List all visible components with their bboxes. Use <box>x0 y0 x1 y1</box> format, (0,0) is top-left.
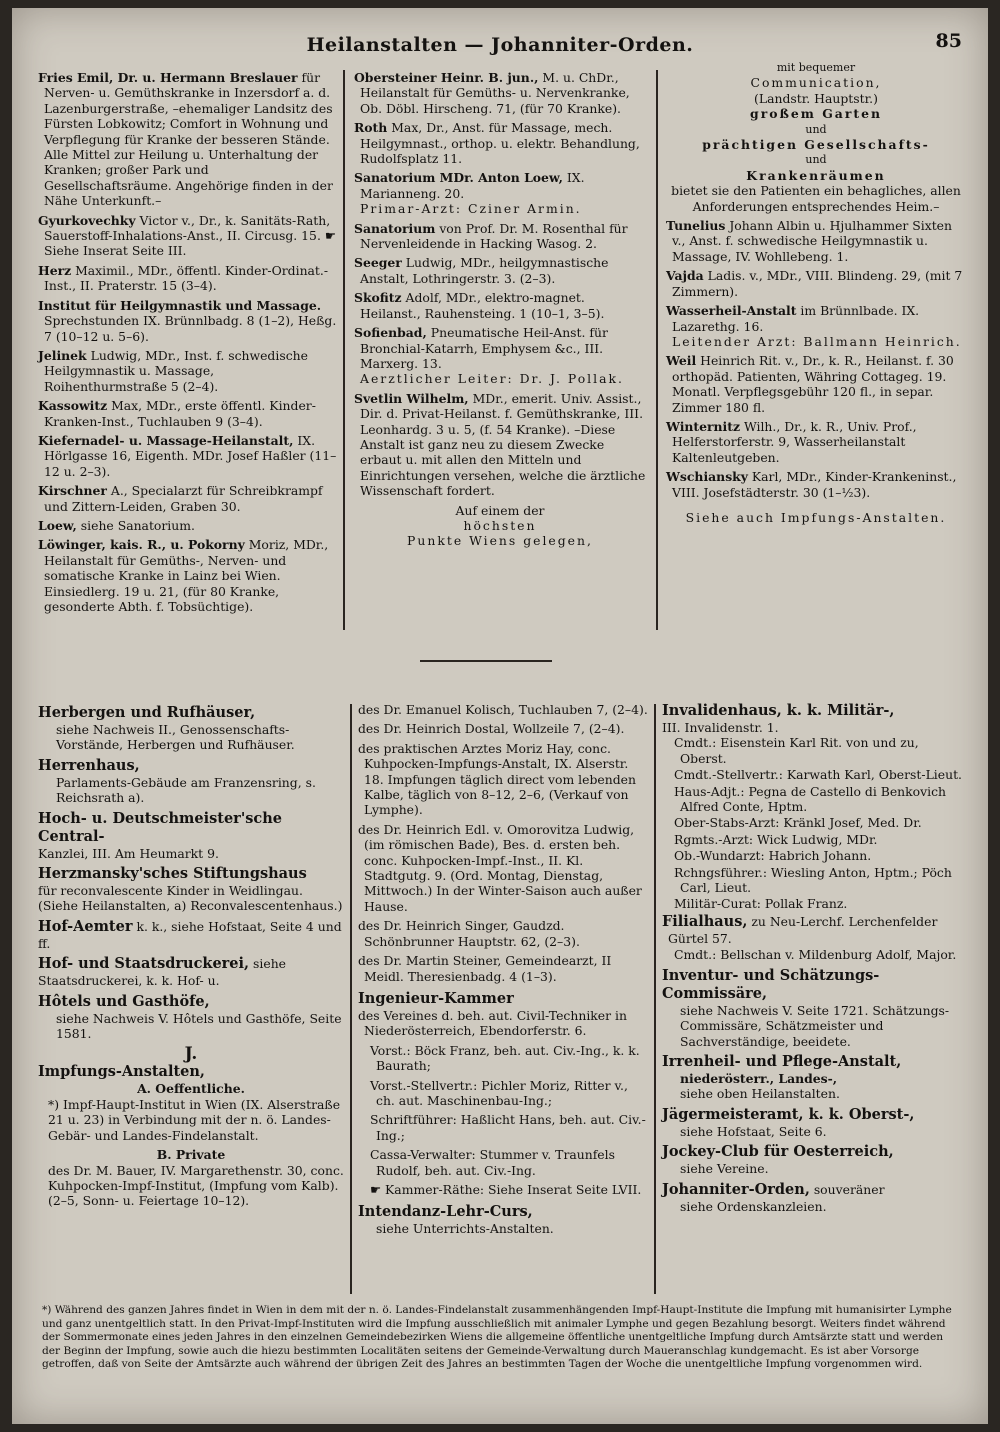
leitender-arzt: Leitender Arzt: Ballmann Heinrich. <box>672 333 962 349</box>
text-hoch-deutschmeister: Kanzlei, III. Am Heumarkt 9. <box>38 845 219 861</box>
text-inventur: siehe Nachweis V. Seite 1721. Schätzungs-Commissäre, Schätzmeister und Sachverständige, beeidete. <box>680 1002 950 1049</box>
ad-line: Communication, <box>750 75 882 91</box>
kammer-role: Schriftführer: Haßlicht Hans, beh. aut. Civ.-Ing.; <box>370 1112 646 1143</box>
heading-irrenheil: Irrenheil- und Pflege-Anstalt, <box>662 1052 902 1070</box>
entry-seeger: Seeger Ludwig, MDr., heilgymnastische Anstalt, Lothringerstr. 3. (2–3). <box>354 255 609 286</box>
text-intendanz: siehe Unterrichts-Anstalten. <box>376 1221 554 1237</box>
bottom-right-column <box>662 702 966 1218</box>
staff-entry: Militär-Curat: Pollak Franz. <box>674 896 848 912</box>
staff-entry: Cmdt.-Stellvertr.: Karwath Karl, Oberst-Lieut. <box>674 767 962 783</box>
entry-vajda: Vajda Ladis. v., MDr., VIII. Blindeng. 29, (mit 7 Zimmern). <box>666 268 963 299</box>
ad-line: bietet sie den Patienten ein behagliches, allen Anforderungen entsprechendes Heim.– <box>671 183 961 214</box>
entry-weil: Weil Heinrich Rit. v., Dr., k. R., Heilanst. f. 30 orthopäd. Patienten, Währing Cottageg. 19. Monatl. Verpflegsgebühr 120 fl., in separ. Zimmer 180 fl. <box>666 353 954 415</box>
text-ingenieur-kammer: des Vereines d. beh. aut. Civil-Techniker in Niederösterreich, Ebendorferstr. 6. <box>358 1007 627 1039</box>
filialhaus-cmdt: Cmdt.: Bellschan v. Mildenburg Adolf, Major. <box>674 947 957 963</box>
staff-entry: Rchngsführer.: Wiesling Anton, Hptm.; Pöch Carl, Lieut. <box>674 864 952 896</box>
text-herzmansky: für reconvalescente Kinder in Weidlingau. (Siehe Heilanstalten, a) Reconvalescentenhaus.) <box>38 883 343 914</box>
text-herbergen: siehe Nachweis II., Genossenschafts-Vorstände, Herbergen und Rufhäuser. <box>56 722 295 753</box>
entry-kassowitz: Kassowitz Max, MDr., erste öffentl. Kinder-Kranken-Inst., Tuchlauben 9 (3–4). <box>38 398 316 429</box>
ad-line: und <box>805 122 827 136</box>
heading-impfungs-anstalten: Impfungs-Anstalten, <box>38 1063 205 1081</box>
entry-roth: Roth Max, Dr., Anst. für Massage, mech. Heilgymnast., orthop. u. elektr. Behandlung, Rudolfsplatz 11. <box>354 120 640 167</box>
entry-loewinger: Löwinger, kais. R., u. Pokorny Moriz, MDr., Heilanstalt für Gemüths-, Nerven- und somatische Kranke in Lainz bei Wien. Einsiedlerg. 19 u. 21, (für 80 Kranke, gesonderte Abth. f. Tobsüchtige). <box>38 537 329 614</box>
entry-sofienbad: Sofienbad, Pneumatische Heil-Anst. für Bronchial-Katarrh, Emphysem &c., III. Marxerg. 13. Aerztlicher Leiter: Dr. J. Pollak. <box>354 325 624 387</box>
entry-gyurkovechky: Gyurkovechky Victor v., Dr., k. Sanitäts-Rath, Sauerstoff-Inhalations-Anst., II. Circusg. 15. ☛ Siehe Inserat Seite III. <box>38 212 336 259</box>
entry-sanatorium-loew: Sanatorium MDr. Anton Loew, IX. Marianneng. 20. Primar-Arzt: Cziner Armin. <box>354 170 585 217</box>
text-johanniter: siehe Ordenskanzleien. <box>680 1198 827 1214</box>
svetlin-line-3: Punkte Wiens gelegen, <box>407 533 593 549</box>
kammer-role: Cassa-Verwalter: Stummer v. Traunfels Rudolf, beh. aut. Civ.-Ing. <box>370 1147 615 1178</box>
entry-institut-heilgymnastik: Institut für Heilgymnastik und Massage. Sprechstunden IX. Brünnlbadg. 8 (1–2), Heßg. 7 (10–12 u. 5–6). <box>38 297 337 344</box>
ad-line: und <box>805 153 827 167</box>
heading-herzmansky: Herzmansky'sches Stiftungshaus <box>38 865 307 883</box>
entry-wasserheil: Wasserheil-Anstalt im Brünnlbade. IX. Lazarethg. 16. Leitender Arzt: Ballmann Heinrich. <box>666 303 962 349</box>
top-right-column <box>666 60 966 529</box>
footnote: *) Während des ganzen Jahres findet in Wien in dem mit der n. ö. Landes-Findelanstalt zusammenhängenden Impf-Haupt-Institute die Impfung mit humanisirter Lymphe und ganz unentgeltlich statt. In den Privat-Impf-Instituten wird die Impfung ausschließlich mit animaler Lymphe und gegen Bezahlung besorgt. Weiters findet während der Sommermonate eines jeden Jahres in den einzelnen Gemeindebezirken Wiens die allgemeine öffentliche unentgeltliche Impfung durch Amtsärzte statt und werden der Beginn der Impfung, sowie auch die hiezu bestimmten Localitäten seitens der Gemeinde-Verwaltung durch Maueranschlag kundgemacht. Es ist aber Vorsorge getroffen, daß von Seite der Amtsärzte auch während der übrigen Zeit des Jahres an bestimmten Tagen der Woche die unentgeltliche Impfung vorgenommen wird. <box>42 1304 952 1371</box>
impf-entry: des Dr. Heinrich Dostal, Wollzeile 7, (2–4). <box>358 721 625 737</box>
heading-hotels: Hôtels und Gasthöfe, <box>38 992 210 1010</box>
kammer-role: Vorst.: Böck Franz, beh. aut. Civ.-Ing., k. k. Baurath; <box>370 1042 640 1074</box>
top-left-column <box>38 70 338 618</box>
entry-fries: Fries Emil, Dr. u. Hermann Breslauer für Nerven- u. Gemüthskranke in Inzersdorf a. d. Lazenburgerstraße, –ehemaliger Landsitz des Fürsten Lobkowitz; Comfort in Wohnung und Verpflegung für Kranke der besseren Stände. Alle Mittel zur Heilung u. Unterhaltung der Kranken; großer Park und Gesellschaftsräume. Angehörige finden in der Nähe Unterkunft.– <box>38 70 333 209</box>
svetlin-line-1: Auf einem der <box>455 502 545 518</box>
heading-inventur: Inventur- und Schätzungs-Commissäre, <box>662 966 880 1002</box>
column-divider <box>654 704 656 1294</box>
entry-sanatorium-rosenthal: Sanatorium von Prof. Dr. M. Rosenthal für Nervenleidende in Hacking Wasog. 2. <box>354 220 628 252</box>
column-divider <box>343 70 345 630</box>
section-letter: J. <box>184 1044 198 1065</box>
heading-intendanz: Intendanz-Lehr-Curs, <box>358 1203 533 1221</box>
primar-arzt: Primar-Arzt: Cziner Armin. <box>360 201 582 217</box>
ad-line: (Landstr. Hauptstr.) <box>754 90 878 106</box>
heading-herbergen: Herbergen und Rufhäuser, <box>38 704 256 721</box>
entry-tunelius: Tunelius Johann Albin u. Hjulhammer Sixten v., Anst. f. schwedische Heilgymnastik u. Massage, IV. Wohllebeng. 1. <box>666 218 953 264</box>
staff-entry: Ob.-Wundarzt: Habrich Johann. <box>674 848 872 864</box>
entry-jelinek: Jelinek Ludwig, MDr., Inst. f. schwedische Heilgymnastik u. Massage, Roihenthurmstraße 5 (2–4). <box>38 347 308 394</box>
entry-filialhaus: Filialhaus, zu Neu-Lerchf. Lerchenfelder Gürtel 57. <box>662 912 938 946</box>
entry-kiefernadel: Kiefernadel- u. Massage-Heilanstalt, IX. Hörlgasse 16, Eigenth. MDr. Josef Haßler (11–12 u. 2–3). <box>38 432 337 479</box>
heading-ingenieur-kammer: Ingenieur-Kammer <box>358 989 514 1007</box>
kammer-role: Vorst.-Stellvertr.: Pichler Moriz, Ritter v., ch. aut. Maschinenbau-Ing.; <box>370 1077 628 1108</box>
siehe-impfungs: Siehe auch Impfungs-Anstalten. <box>685 509 947 525</box>
heading-invalidenhaus: Invalidenhaus, k. k. Militär-, <box>662 702 895 719</box>
staff-entry: Haus-Adjt.: Pegna de Castello di Benkovich Alfred Conte, Hptm. <box>674 783 946 815</box>
entry-loew: Loew, siehe Sanatorium. <box>38 517 195 533</box>
entry-hof-aemter: Hof-Aemter k. k., siehe Hofstaat, Seite 4 und ff. <box>38 917 342 951</box>
page <box>12 8 988 1424</box>
heading-oeffentliche: A. Oeffentliche. <box>137 1081 245 1097</box>
heading-jockey-club: Jockey-Club für Oesterreich, <box>662 1143 894 1161</box>
impf-entry: des Dr. Heinrich Singer, Gaudzd. Schönbrunner Hauptstr. 62, (2–3). <box>358 918 580 949</box>
entry-svetlin: Svetlin Wilhelm, MDr., emerit. Univ. Assist., Dir. d. Privat-Heilanst. f. Gemüthskranke, III. Leonhardg. 3 u. 5, (f. 54 Kranke). –Diese Anstalt ist ganz neu zu diesem Zwecke erbaut u. mit allen den Mitteln und Einrichtungen versehen, welche die ärztliche Wissenschaft fordert. <box>354 390 646 499</box>
subheading-irrenheil: niederösterr., Landes-, <box>680 1070 838 1086</box>
ad-line: prächtigen Gesellschafts- <box>702 137 930 153</box>
kammer-role: ☛ Kammer-Räthe: Siehe Inserat Seite LVII. <box>370 1181 642 1197</box>
ad-line: großem Garten <box>750 106 882 122</box>
impf-entry: des Dr. Emanuel Kolisch, Tuchlauben 7, (2–4). <box>358 702 648 717</box>
page-header <box>12 30 988 58</box>
page-number: 85 <box>935 30 962 52</box>
staff-entry: Rgmts.-Arzt: Wick Ludwig, MDr. <box>674 831 878 847</box>
column-divider <box>656 70 658 630</box>
entry-wschiansky: Wschiansky Karl, MDr., Kinder-Krankeninst., VIII. Josefstädterstr. 30 (1–½3). <box>666 469 957 500</box>
staff-entry: Cmdt.: Eisenstein Karl Rit. von und zu, Oberst. <box>674 735 919 766</box>
heading-hoch-deutschmeister: Hoch- u. Deutschmeister'sche Central- <box>38 809 283 845</box>
text-herrenhaus: Parlaments-Gebäude am Franzensring, s. Reichsrath a). <box>56 774 316 806</box>
text-invalidenhaus: III. Invalidenstr. 1. <box>662 720 779 735</box>
text-hotels: siehe Nachweis V. Hôtels und Gasthöfe, Seite 1581. <box>56 1010 342 1042</box>
text-irrenheil: siehe oben Heilanstalten. <box>680 1086 840 1102</box>
running-title: Heilanstalten — Johanniter-Orden. <box>306 34 694 56</box>
entry-staatsdruckerei: Hof- und Staatsdruckerei, siehe Staatsdruckerei, k. k. Hof- u. <box>38 955 287 989</box>
text-jockey-club: siehe Vereine. <box>680 1161 769 1177</box>
entry-kirschner: Kirschner A., Specialarzt für Schreibkrampf und Zittern-Leiden, Graben 30. <box>38 483 323 514</box>
section-divider <box>420 660 552 662</box>
impf-entry: des Dr. Heinrich Edl. v. Omorovitza Ludwig, (im römischen Bade), Bes. d. ersten beh. conc. Kuhpocken-Impf.-Inst., II. Kl. Stadtgutg. 9. (Ord. Montag, Dienstag, Mittwoch.) In der Winter-Saison auch außer Hause. <box>358 821 642 914</box>
impf-entry: des Dr. Martin Steiner, Gemeindearzt, II Meidl. Theresienbadg. 4 (1–3). <box>358 953 612 984</box>
staff-entry: Ober-Stabs-Arzt: Kränkl Josef, Med. Dr. <box>674 815 922 831</box>
entry-skofitz: Skofitz Adolf, MDr., elektro-magnet. Heilanst., Rauhensteing. 1 (10–1, 3–5). <box>354 290 605 321</box>
text-jaegermeisteramt: siehe Hofstaat, Seite 6. <box>680 1123 827 1139</box>
heading-jaegermeisteramt: Jägermeisteramt, k. k. Oberst-, <box>662 1105 915 1123</box>
column-divider <box>350 704 352 1294</box>
impf-entry: des praktischen Arztes Moriz Hay, conc. Kuhpocken-Impfungs-Anstalt, IX. Alserstr. 18. Impfungen täglich direct vom lebenden Kalbe, täglich von 8–12, 2–6, (Verkauf von Lymphe). <box>358 740 636 818</box>
ad-line: Krankenräumen <box>746 167 886 183</box>
entry-obersteiner: Obersteiner Heinr. B. jun., M. u. ChDr., Heilanstalt für Gemüths- u. Nervenkranke, Ob. Döbl. Hirscheng. 71, (für 70 Kranke). <box>354 70 630 116</box>
entry-winternitz: Winternitz Wilh., Dr., k. R., Univ. Prof., Helferstorferstr. 9, Wasserheilanstalt Kaltenleutgeben. <box>666 418 917 465</box>
heading-private: B. Private <box>156 1147 226 1163</box>
entry-herz: Herz Maximil., MDr., öffentl. Kinder-Ordinat.-Inst., II. Praterstr. 15 (3–4). <box>38 262 329 294</box>
bottom-middle-column <box>358 702 650 1241</box>
top-middle-column <box>354 70 646 549</box>
ad-line: mit bequemer <box>776 61 856 74</box>
svetlin-line-2: höchsten <box>463 517 537 533</box>
text-private: des Dr. M. Bauer, IV. Margarethenstr. 30, conc. Kuhpocken-Impf-Institut, (Impfung vom Kalb). (2–5, Sonn- u. Feiertage 10–12). <box>48 1162 344 1209</box>
bottom-left-column <box>38 704 344 1213</box>
heading-herrenhaus: Herrenhaus, <box>38 756 140 774</box>
entry-johanniter: Johanniter-Orden, souveräner <box>662 1180 885 1198</box>
aerztlicher-leiter: Aerztlicher Leiter: Dr. J. Pollak. <box>360 371 624 387</box>
text-oeffentliche: *) Impf-Haupt-Institut in Wien (IX. Alserstraße 21 u. 23) in Verbindung mit der n. ö. Landes-Gebär- und Landes-Findelanstalt. <box>48 1096 341 1143</box>
